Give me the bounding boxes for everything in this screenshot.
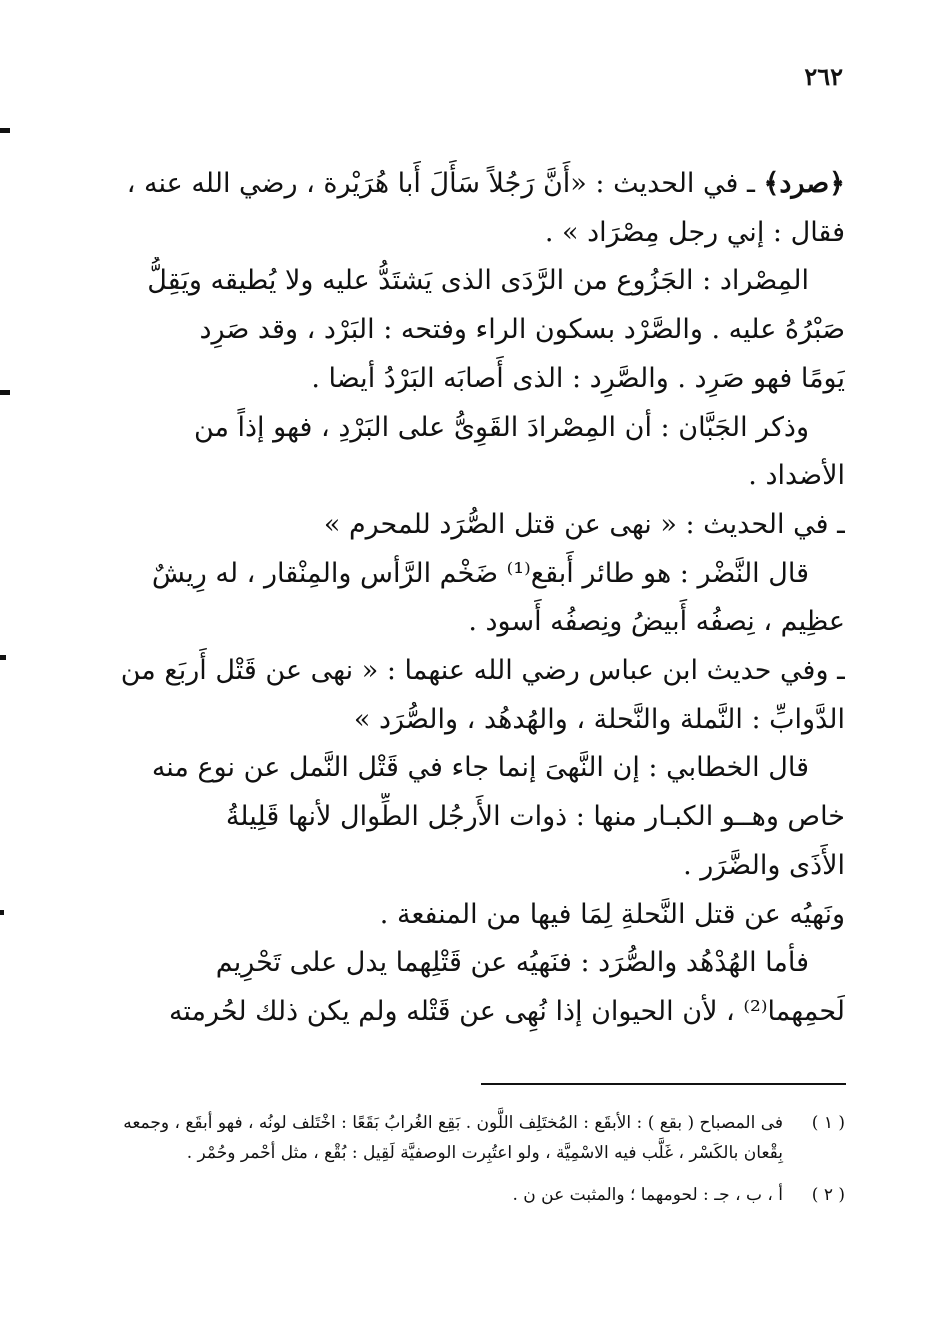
text-line: عظِيم ، نِصفُه أَبيضُ ونِصفُه أَسود . bbox=[468, 606, 845, 638]
footnote-text: أ ، ب ، جـ : لحومهما ؛ والمثبت عن ن . bbox=[512, 1185, 783, 1205]
text-line: قال النَّضْر : هو طائر أَبقع⁽¹⁾ ضَخْم الرَّأس والمِنْقار ، له رِيشٌ bbox=[151, 557, 809, 589]
page-number: ٢٦٢ bbox=[804, 62, 843, 91]
footnote-number: ( ٢ ) bbox=[811, 1185, 845, 1205]
text-line: الأضداد . bbox=[748, 460, 845, 492]
text-line: الأَذَى والضَّرَر . bbox=[683, 849, 845, 881]
text-line: وذكر الجَبَّان : أن المِصْرادَ القَوِىُّ على البَرْدِ ، فهو إذاً من bbox=[193, 411, 809, 443]
footnote-text: فى المصباح ( بقع ) : الأبقَع : المُختَلِف اللَّون . بَقِع الغُرابُ بَقَعًا : اخْتَلف لونُه ، فهو أبقَع ، وجمعه بِقْعان بالكَسْر ، غَلَّب فيه الاسْمِيَّة ، ولو اعتُبِرت الوصفيَّة لَقِيل : بُقْع ، مثل أحْمر وحُمْر . bbox=[123, 1113, 783, 1163]
footnote-number: ( ١ ) bbox=[811, 1113, 845, 1133]
footnote bbox=[95, 1180, 845, 1210]
text-line: الدَّوابِّ : النَّملة والنَّحلة ، والهُدهُد ، والصُّرَد » bbox=[353, 703, 845, 735]
text-line: قال الخطابي : إن النَّهىَ إنما جاء في قَتْل النَّمل عن نوع منه bbox=[151, 752, 809, 784]
text-line: ـ وفي حديث ابن عباس رضي الله عنهما : « نهى عن قَتْل أَربَع من bbox=[120, 655, 845, 687]
margin-mark bbox=[0, 128, 10, 133]
text-line: لَحمِهما⁽²⁾ ، لأن الحيوان إذا نُهِى عن قَتْله ولم يكن ذلك لحُرمته bbox=[168, 995, 845, 1027]
text-line: يَومًا فهو صَرِد . والصَّرِد : الذى أَصابَه البَرْدُ أيضا . bbox=[311, 362, 845, 394]
footnote-divider bbox=[481, 1083, 846, 1085]
margin-mark bbox=[0, 655, 6, 660]
entry-headword: ﴿صرد﴾ bbox=[763, 168, 845, 199]
footnote bbox=[95, 1108, 845, 1168]
text-line: فقال : إني رجل مِصْرَاد » . bbox=[544, 216, 845, 248]
body-text bbox=[100, 160, 845, 1037]
text-line: فأما الهُدْهُد والصُّرَد : فنَهيُه عن قَتْلِهما يدل على تَحْرِيم bbox=[215, 947, 809, 979]
margin-mark bbox=[0, 910, 4, 915]
text-line: ﴿صرد﴾ ـ في الحديث : «أَنَّ رَجُلاً سَأَلَ أَبا هُرَيْرة ، رضي الله عنه ، bbox=[126, 168, 845, 199]
text-line: ونَهيُه عن قتل النَّحلةِ لِمَا فيها من المنفعة . bbox=[379, 898, 845, 930]
text-line: المِصْراد : الجَزُوع من الرَّدَى الذى يَشتَدُّ عليه ولا يُطيقه ويَقِلُّ bbox=[147, 265, 809, 297]
text-line: صَبْرُهُ عليه . والصَّرْد بسكون الراء وفتحه : البَرْد ، وقد صَرِد bbox=[199, 314, 845, 346]
text-line: ـ في الحديث : « نهى عن قتل الصُّرَد للمحرم » bbox=[323, 508, 845, 540]
margin-mark bbox=[0, 390, 10, 395]
footnotes bbox=[95, 1108, 845, 1210]
text-line: خاص وهــو الكبـار منها : ذوات الأَرجُل الطِّوال لأنها قَلِيلةُ bbox=[225, 801, 845, 833]
